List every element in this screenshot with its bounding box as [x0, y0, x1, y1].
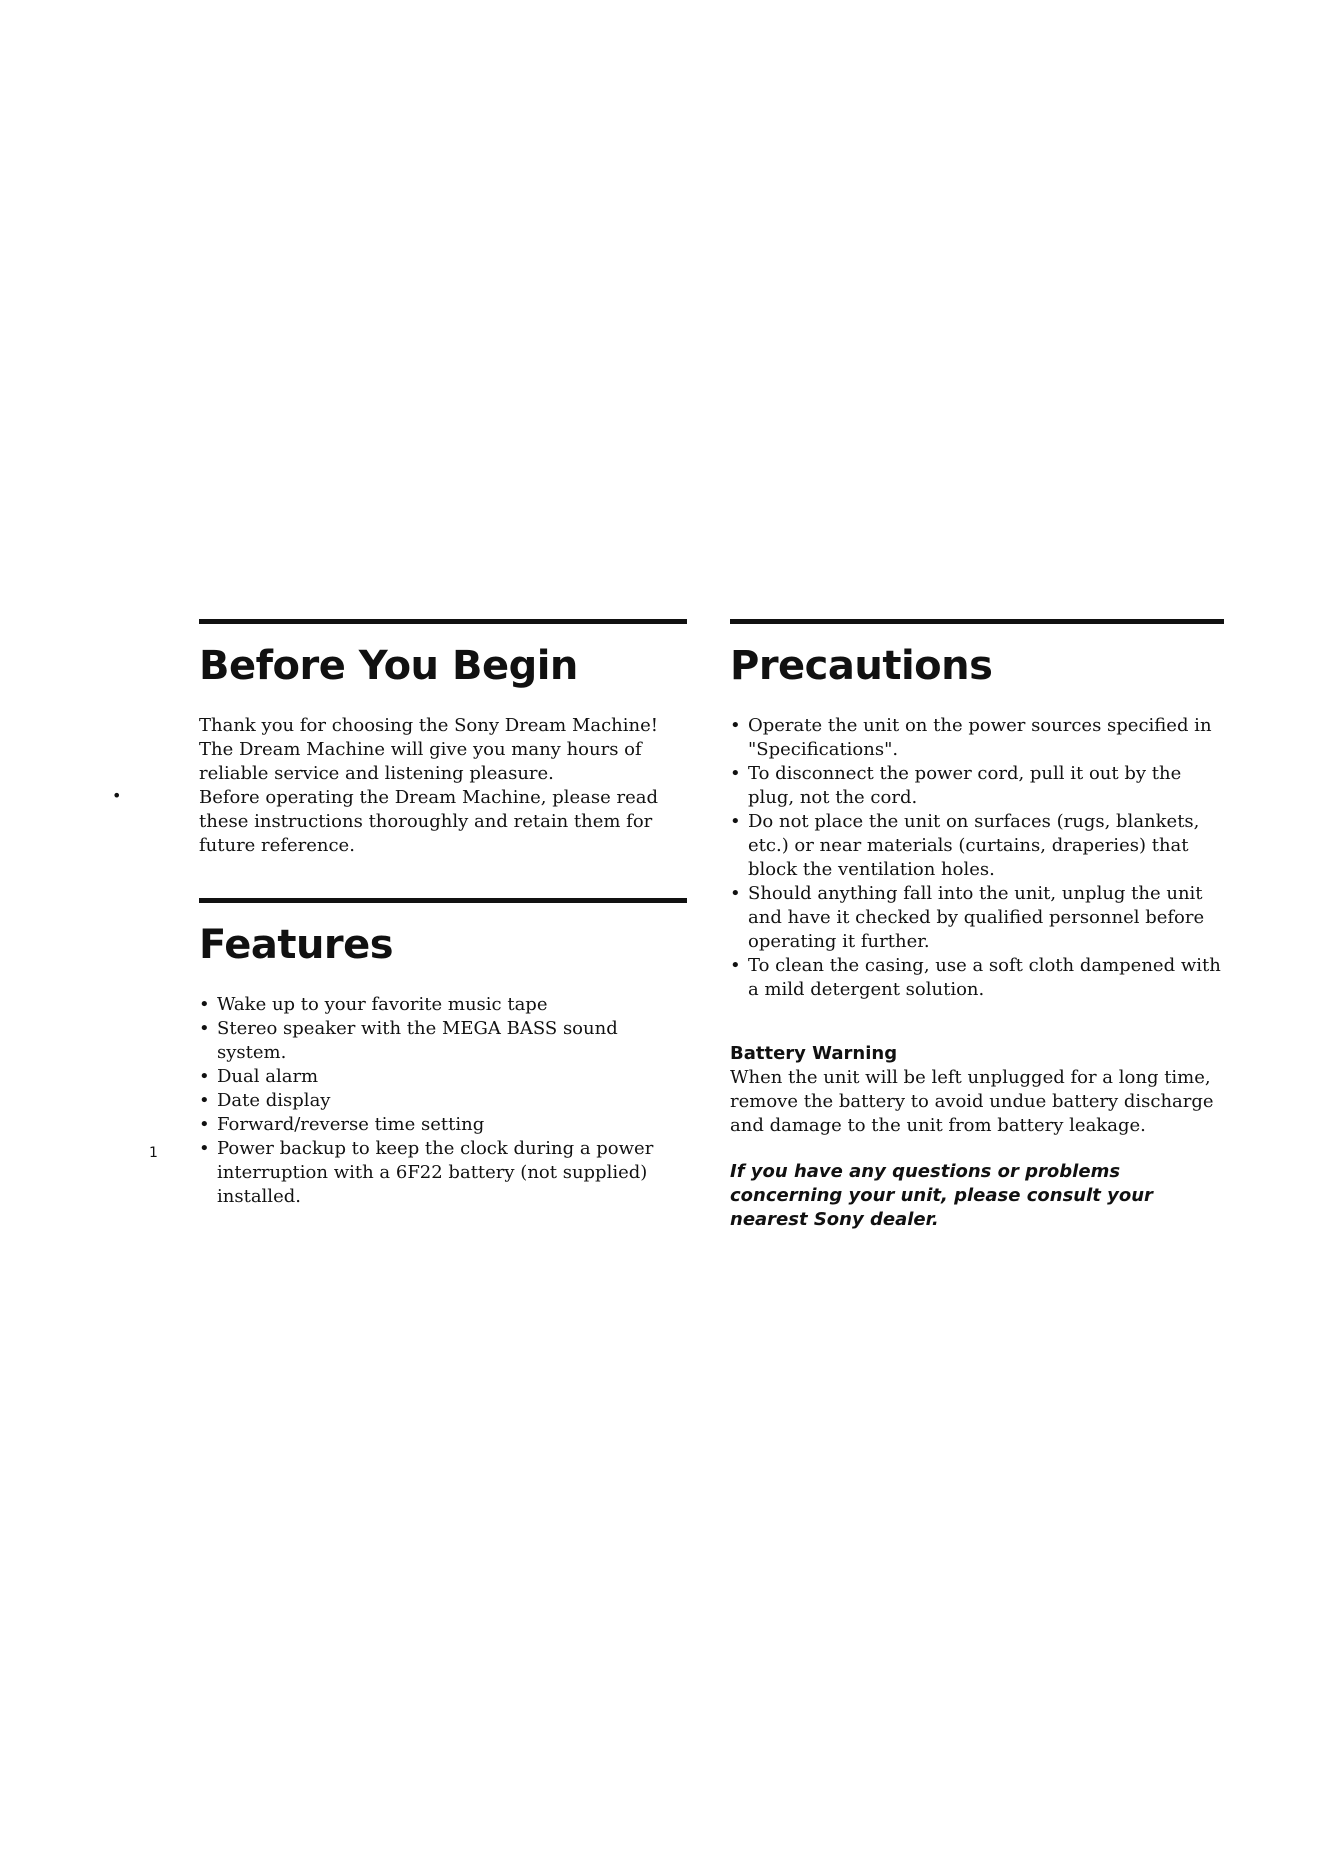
bullet-icon: •	[199, 994, 210, 1015]
precautions-heading: Precautions	[730, 643, 993, 689]
bullet-icon: •	[199, 1066, 210, 1087]
list-item	[199, 1113, 687, 1137]
feature-text: Date display	[217, 1090, 331, 1111]
bullet-icon: •	[199, 1138, 210, 1159]
page-number: 1	[149, 1145, 158, 1161]
bullet-icon: •	[199, 1090, 210, 1111]
battery-warning-title: Battery Warning	[730, 1043, 898, 1064]
list-item	[199, 1089, 687, 1113]
list-item	[199, 1065, 687, 1089]
right-column	[730, 619, 1224, 1232]
before-you-begin-heading: Before You Begin	[199, 643, 578, 689]
section-rule	[199, 619, 687, 624]
bullet-icon: •	[730, 955, 741, 976]
list-item	[199, 1137, 687, 1209]
list-item	[730, 954, 1224, 1002]
margin-dot: •	[112, 786, 122, 805]
bullet-icon: •	[730, 715, 741, 736]
bullet-icon: •	[730, 883, 741, 904]
instructions-paragraph: Before operating the Dream Machine, please read these instructions thoroughly and retain them for future reference.	[199, 787, 659, 856]
battery-warning-section	[730, 1042, 1224, 1138]
precautions-list	[730, 714, 1224, 1002]
section-rule	[199, 898, 687, 903]
feature-text: Dual alarm	[217, 1066, 319, 1087]
contact-dealer-note: If you have any questions or problems concerning your unit, please consult your nearest Sony dealer.	[730, 1161, 1153, 1230]
precaution-text: To clean the casing, use a soft cloth dampened with a mild detergent solution.	[748, 955, 1221, 1000]
list-item	[730, 714, 1224, 762]
left-column	[199, 619, 687, 1209]
features-section	[199, 898, 687, 1209]
bullet-icon: •	[730, 811, 741, 832]
list-item	[730, 882, 1224, 954]
precaution-text: To disconnect the power cord, pull it out by the plug, not the cord.	[748, 763, 1182, 808]
intro-paragraph: Thank you for choosing the Sony Dream Machine! The Dream Machine will give you many hours of reliable service and listening pleasure.	[199, 715, 659, 784]
before-you-begin-body	[199, 714, 687, 858]
precaution-text: Do not place the unit on surfaces (rugs, blankets, etc.) or near materials (curtains, draperies) that block the ventilation holes.	[748, 811, 1200, 880]
list-item	[199, 993, 687, 1017]
features-heading: Features	[199, 922, 394, 968]
bullet-icon: •	[199, 1114, 210, 1135]
feature-text: Power backup to keep the clock during a power interruption with a 6F22 battery (not supplied) installed.	[217, 1138, 654, 1207]
feature-text: Forward/reverse time setting	[217, 1114, 485, 1135]
feature-text: Wake up to your favorite music tape	[217, 994, 548, 1015]
list-item	[730, 810, 1224, 882]
list-item	[730, 762, 1224, 810]
features-list	[199, 993, 687, 1209]
section-rule	[730, 619, 1224, 624]
list-item	[199, 1017, 687, 1065]
precaution-text: Should anything fall into the unit, unplug the unit and have it checked by qualified personnel before operating it further.	[748, 883, 1205, 952]
bullet-icon: •	[730, 763, 741, 784]
battery-warning-text: When the unit will be left unplugged for a long time, remove the battery to avoid undue battery discharge and damage to the unit from battery leakage.	[730, 1067, 1214, 1136]
feature-text: Stereo speaker with the MEGA BASS sound system.	[217, 1018, 618, 1063]
bullet-icon: •	[199, 1018, 210, 1039]
precaution-text: Operate the unit on the power sources specified in "Specifications".	[748, 715, 1212, 760]
